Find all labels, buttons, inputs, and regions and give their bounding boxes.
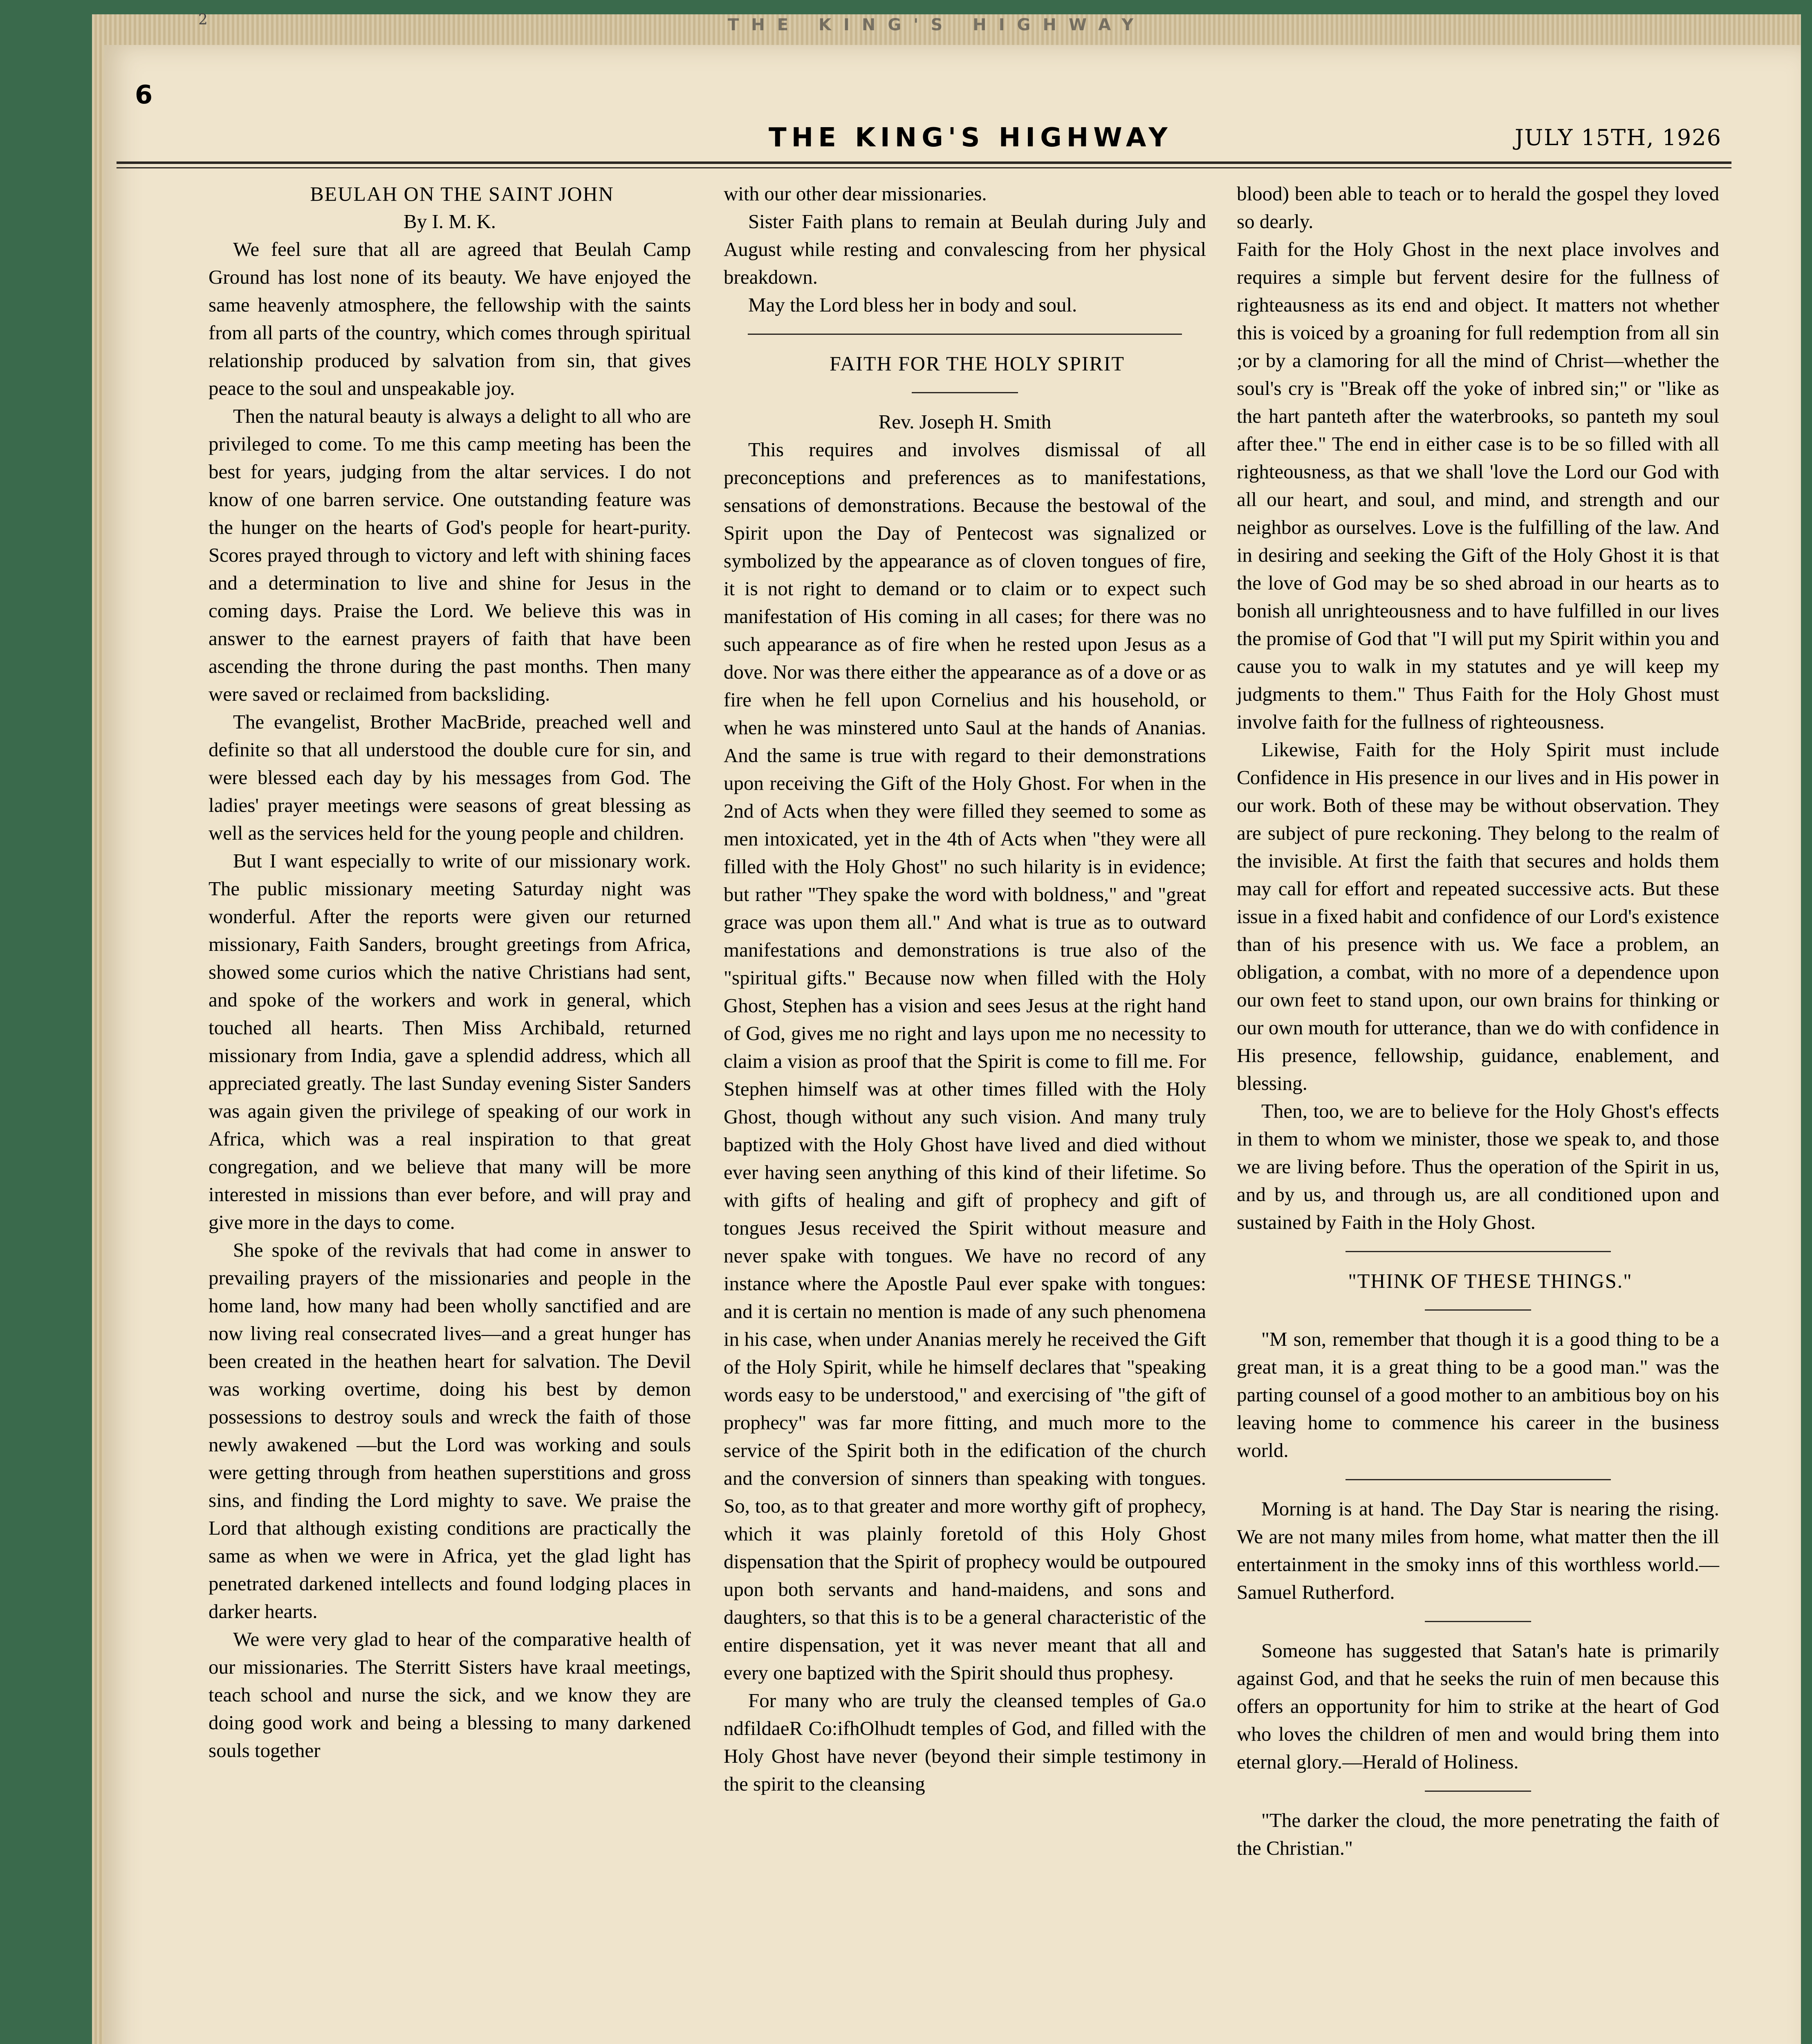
issue-date: JULY 15TH, 1926 [1515, 125, 1722, 150]
paragraph: But I want especially to write of our missionary work. The public missionary meeting Saturday night was wonderful. After the reports were given our returned missionary, Faith Sanders, brought greetings from Africa, showed some curios which the native Christians had sent, and spoke of the workers and work in general, which touched all hearts. Then Miss Archibald, returned missionary from India, gave a splendid address, which all appreciated greatly. The last Sunday evening Sister Sanders was again given the privilege of speaking of our work in Africa, which was a real inspiration to that great congregation, and we believe that many will be more interested in missions than ever before, and will pray and give more in the days to come. [209, 849, 691, 1233]
paragraph: Then the natural beauty is always a delight to all who are privileged to come. To me this camp meeting has been the best for years, judging from the altar services. I do not know of one barren service. One outstanding feature was the hunger on the hearts of God's people for heart-purity. Scores prayed through to victory and left with shining faces and a determination to live and shine for Jesus in the coming days. Praise the Lord. We believe this was in answer to the earnest prayers of faith that have been ascending the throne during the past months. Then many were saved or reclaimed from backsliding. [209, 405, 691, 705]
article-divider [748, 334, 1182, 335]
article-divider [1346, 1251, 1611, 1252]
masthead-title: THE KING'S HIGHWAY [769, 123, 1173, 153]
snippet-divider [1346, 1479, 1611, 1480]
header-rule [117, 161, 1731, 168]
title-underline [1425, 1309, 1531, 1311]
snippet-divider [1425, 1791, 1531, 1792]
paragraph: with our other dear missionaries. [724, 182, 987, 205]
paragraph: This requires and involves dismissal of all preconceptions and preferences as to manifestations, sensations of demonstrations. Because the bestowal of the Spirit upon the Day of Pentecost was signalized or symbolized by the appearance as of cloven tongues of fire, it is not right to demand or to claim or to expect such manifestation of His coming in all cases; for there was no such appearance as of fire when he rested upon Jesus as a dove. Nor was there either the appearance as of a dove or as fire when he fell upon Cornelius and his household, or when he was minstered unto Saul at the hands of Ananias. And the same is true with regard to their demonstrations upon receiving the Gift of the Holy Ghost. For when in the 2nd of Acts when they were filled they seemed to some as men intoxicated, yet in the 4th of Acts when "they were all filled with the Holy Ghost" no such hilarity is in evidence; but rather "They spake the word with boldness," and "great grace was upon them all." And what is true as to outward manifestations and demonstrations is true also of the "spiritual gifts." Because now when filled with the Holy Ghost, Stephen has a vision and sees Jesus at the right hand of God, gives me no right and lays upon me no necessity to claim a vision as proof that the Spirit is come to fill me. For Stephen himself was at other times filled with the Holy Ghost, though without any such vision. And many truly baptized with the Holy Ghost have lived and died without ever having seen anything of this kind of their lifetime. So with gifts of healing and gift of prophecy and gift of tongues Jesus received the Spirit without measure and never spake with tongues. We have no record of any instance where the Apostle Paul ever spake with tongues: and it is certain no mention is made of any such phenomena in his case, when under Ananias merely he received the Gift of the Holy Spirit, while he himself declares that "speaking words easy to be understood," and exercising of "the gift of prophecy" was far more fitting, and much more to the service of the Spirit both in the edification of the church and the conversion of sinners than speaking with tongues. So, too, as to that greater and more worthy gift of prophecy, which it was plainly foretold of this Holy Ghost dispensation that the Spirit of prophecy would be outpoured upon both servants and hand-maidens, and sons and daughters, so that this is to be a general characteristic of the entire dispensation, yet it was never meant that all and every one baptized with the Spirit should thus prophesy. [724, 438, 1206, 1684]
title-underline [912, 392, 1018, 393]
snippet: "The darker the cloud, the more penetrating the faith of the Christian." [1237, 1809, 1719, 1859]
snippet: Morning is at hand. The Day Star is nearing the rising. We are not many miles from home, what matter then the ill entertainment in the smoky inns of this worthless world.—Samuel Rutherford. [1237, 1497, 1719, 1603]
article-byline: Rev. Joseph H. Smith [878, 410, 1052, 433]
paragraph: We feel sure that all are agreed that Beulah Camp Ground has lost none of its beauty. We have enjoyed the same heavenly atmosphere, the fellowship with the saints from all parts of the country, which comes through spiritual relationship produced by salvation from sin, that gives peace to the soul and unspeakable joy. [209, 238, 691, 399]
article-byline: By I. M. K. [404, 210, 496, 233]
paragraph: For many who are truly the cleansed temples of Ga.o ndfildaeR Co:ifhOlhudt temples of God, and filled with the Holy Ghost have never (beyond their simple testimony in the spirit to the cleansing [724, 1689, 1206, 1795]
paragraph: She spoke of the revivals that had come in answer to prevailing prayers of the missionaries and people in the home land, how many had been wholly sanctified and are now living real consecrated lives—and a great hunger has been created in the heathen heart for salvation. The Devil was working overtime, doing his best by demon possessions to destroy souls and wreck the faith of those newly awakened —but the Lord was working and souls were getting through from heathen superstitions and gross sins, and finding the Lord mighty to save. We praise the Lord that although existing conditions are practically the same as when we were in Africa, yet the glad light has penetrated darkened intellects and found lodging places in darker hearts. [209, 1239, 691, 1623]
paragraph: May the Lord bless her in body and soul. [748, 294, 1077, 316]
article-title-think: "THINK OF THESE THINGS." [1348, 1269, 1633, 1292]
paragraph: Faith for the Holy Ghost in the next place involves and requires a simple but fervent desire for the fullness of righteausness as its end and object. It matters not whether this is voiced by a groaning for full redemption from all sin ;or by a clamoring for all the mind of Christ—whether the soul's cry is "Break off the yoke of inbred sin;" or "like as the hart panteth after the waterbrooks, so panteth my soul after thee." The end in either case is to be so filled with all righteousness, as that we shall 'love the Lord our God with all our heart, and soul, and mind, and strength and our neighbor as ourselves. Love is the fulfilling of the law. And in desiring and seeking the Gift of the Holy Ghost it is that the love of God may be so shed abroad in our hearts as to bonish all unrighteousness and to have fulfilled in our lives the promise of God that "I will put my Spirit within you and cause you to walk in my statutes and ye will keep my judgments to them." Thus Faith for the Holy Ghost must involve faith for the fullness of righteousness. [1237, 238, 1719, 733]
page-number: 6 [135, 80, 153, 110]
paragraph: Sister Faith plans to remain at Beulah during July and August while resting and convalescing from her physical breakdown. [724, 210, 1206, 288]
previous-page-header: THE KING'S HIGHWAY [728, 16, 1146, 34]
snippet: Someone has suggested that Satan's hate is primarily against God, and that he seeks the ruin of men because this offers an opportunity for him to strike at the heart of God who loves the children of men and would bring them into eternal glory.—Herald of Holiness. [1237, 1639, 1719, 1773]
paragraph: The evangelist, Brother MacBride, preached well and definite so that all understood the double cure for sin, and were blessed each day by his messages from God. The ladies' prayer meetings were seasons of great blessing as well as the services held for the young people and children. [209, 710, 691, 844]
paragraph: blood) been able to teach or to herald the gospel they loved so dearly. [1237, 182, 1719, 233]
snippet-divider [1425, 1621, 1531, 1622]
paragraph: Likewise, Faith for the Holy Spirit must include Confidence in His presence in our lives and in His power in our work. Both of these may be without observation. They are subject of pure reckoning. They belong to the realm of the invisible. At first the faith that secures and holds them may call for effort and repeated successive acts. But these issue in a fixed habit and confidence of our Lord's existence than of his presence with us. We face a problem, an obligation, a combat, with no more of a dependence upon our own feet to stand upon, our own brains for thinking or our own mouth for utterance, than we do with confidence in His presence, fellowship, guidance, enablement, and blessing. [1237, 738, 1719, 1094]
paragraph: Then, too, we are to believe for the Holy Ghost's effects in them to whom we minister, those we speak to, and those we are living before. Thus the operation of the Spirit in us, and by us, and through us, are all conditioned upon and sustained by Faith in the Holy Ghost. [1237, 1100, 1719, 1233]
article-title-faith: FAITH FOR THE HOLY SPIRIT [830, 352, 1125, 375]
paragraph: "M son, remember that though it is a good thing to be a great man, it is a great thing to be a good man." was the parting counsel of a good mother to an ambitious boy on his leaving home to commence his career in the business world. [1237, 1328, 1719, 1461]
previous-page-number: 2 [198, 11, 208, 28]
column-3 [1237, 180, 1719, 1862]
article-title-beulah: BEULAH ON THE SAINT JOHN [310, 182, 614, 205]
column-1 [209, 180, 691, 1764]
column-2 [724, 180, 1206, 1798]
paragraph: We were very glad to hear of the comparative health of our missionaries. The Sterritt Sisters have kraal meetings, teach school and nurse the sick, and we know they are doing good work and being a blessing to many darkened souls together [209, 1628, 691, 1762]
